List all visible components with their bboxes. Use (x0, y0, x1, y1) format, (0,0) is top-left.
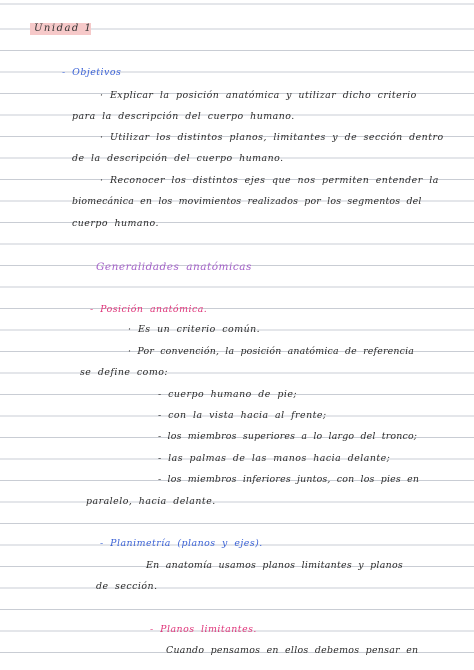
objectives-line: biomecánica en los movimientos realizados por los segmentos del (72, 196, 422, 207)
objectives-line: · Explicar la posición anatómica y utilizar dicho criterio (100, 90, 417, 101)
anatomical-position-line: - con la vista hacia al frente; (158, 410, 327, 421)
anatomical-position-line: · Es un criterio común. (128, 324, 261, 335)
limiting-planes-line: Cuando pensamos en ellos debemos pensar en (166, 645, 419, 656)
objectives-line: · Utilizar los distintos planos, limitantes y de sección dentro (100, 132, 444, 143)
anatomical-position-line: - las palmas de las manos hacia delante; (158, 453, 391, 464)
anatomical-position-line: - cuerpo humano de pie; (158, 389, 298, 400)
planimetry-line: de sección. (96, 581, 158, 592)
anatomical-position-heading: - Posición anatómica. (90, 304, 208, 315)
limiting-planes-heading: - Planos limitantes. (150, 624, 257, 635)
objectives-heading: - Objetivos (62, 67, 122, 78)
section-heading: Generalidades anatómicas (96, 261, 252, 273)
anatomical-position-line: paralelo, hacia delante. (86, 496, 216, 507)
objectives-line: de la descripción del cuerpo humano. (72, 153, 284, 164)
objectives-line: · Reconocer los distintos ejes que nos permiten entender la (100, 175, 439, 186)
objectives-line: cuerpo humano. (72, 218, 159, 229)
anatomical-position-line: · Por convención, la posición anatómica de referencia (128, 346, 415, 357)
planimetry-line: En anatomía usamos planos limitantes y planos (146, 560, 404, 571)
page-title: Unidad 1 (34, 23, 93, 34)
anatomical-position-line: se define como: (80, 367, 169, 378)
planimetry-heading: - Planimetría (planos y ejes). (100, 538, 263, 549)
anatomical-position-line: - los miembros superiores a lo largo del tronco; (158, 431, 418, 442)
objectives-line: para la descripción del cuerpo humano. (72, 111, 295, 122)
anatomical-position-line: - los miembros inferiores juntos, con los pies en (158, 474, 420, 485)
